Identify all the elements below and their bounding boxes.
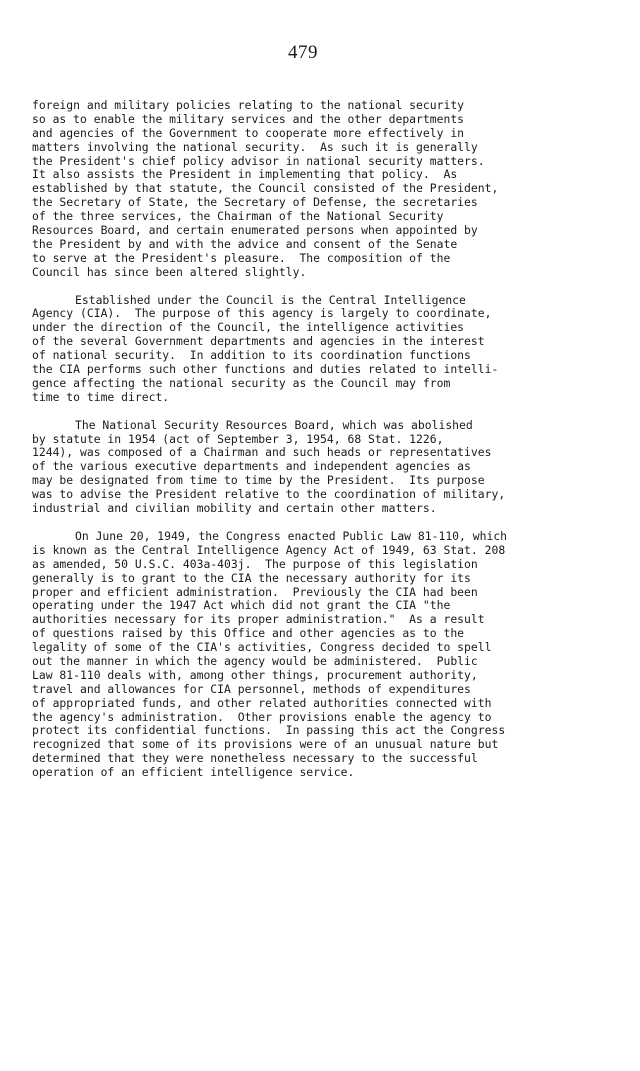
- text-line: Council has since been altered slightly.: [32, 264, 307, 279]
- text-line: gence affecting the national security as the Council may from: [32, 375, 451, 390]
- paragraph-resources-board: [32, 419, 612, 516]
- page-number: 479: [288, 42, 318, 63]
- text-line: The National Security Resources Board, which was abolished: [75, 417, 473, 432]
- text-line: of national security. In addition to its coordination functions: [32, 348, 471, 363]
- paragraph-central-intelligence-agency: [32, 294, 612, 405]
- text-line: the President's chief policy advisor in national security matters.: [32, 153, 485, 168]
- text-line: of the various executive departments and independent agencies as: [32, 459, 471, 474]
- text-line: generally is to grant to the CIA the necessary authority for its: [32, 570, 471, 585]
- text-line: and agencies of the Government to cooperate more effectively in: [32, 125, 465, 140]
- text-line: the CIA performs such other functions and duties related to intelli-: [32, 362, 499, 377]
- text-line: the agency's administration. Other provisions enable the agency to: [32, 709, 492, 724]
- text-line: matters involving the national security. As such it is generally: [32, 139, 478, 154]
- document-body: [32, 99, 612, 794]
- text-line: so as to enable the military services and the other departments: [32, 111, 465, 126]
- text-line: is known as the Central Intelligence Agency Act of 1949, 63 Stat. 208: [32, 542, 506, 557]
- text-line: proper and efficient administration. Previously the CIA had been: [32, 584, 478, 599]
- text-line: Agency (CIA). The purpose of this agency is largely to coordinate,: [32, 306, 492, 321]
- text-line: under the direction of the Council, the intelligence activities: [32, 320, 465, 335]
- text-line: industrial and civilian mobility and certain other matters.: [32, 501, 437, 516]
- text-line: the President by and with the advice and consent of the Senate: [32, 236, 458, 251]
- text-line: Established under the Council is the Central Intelligence: [75, 292, 466, 307]
- text-line: of appropriated funds, and other related authorities connected with: [32, 695, 492, 710]
- text-line: foreign and military policies relating to the national security: [32, 98, 465, 112]
- text-line: of the several Government departments and agencies in the interest: [32, 334, 485, 349]
- text-line: to serve at the President's pleasure. The composition of the: [32, 250, 451, 265]
- text-line: the Secretary of State, the Secretary of Defense, the secretaries: [32, 195, 478, 210]
- text-line: out the manner in which the agency would be administered. Public: [32, 653, 478, 668]
- text-line: time to time direct.: [32, 389, 170, 404]
- text-line: Law 81-110 deals with, among other things, procurement authority,: [32, 667, 478, 682]
- text-line: established by that statute, the Council consisted of the President,: [32, 181, 499, 196]
- text-line: of questions raised by this Office and other agencies as to the: [32, 626, 465, 641]
- paragraph-cia-act-1949: [32, 530, 612, 780]
- text-line: authorities necessary for its proper administration." As a result: [32, 612, 485, 627]
- paragraph-national-security-council: [32, 99, 612, 280]
- text-line: protect its confidential functions. In passing this act the Congress: [32, 723, 506, 738]
- text-line: operating under the 1947 Act which did not grant the CIA "the: [32, 598, 451, 613]
- text-line: determined that they were nonetheless necessary to the successful: [32, 751, 478, 766]
- text-line: travel and allowances for CIA personnel, methods of expenditures: [32, 681, 471, 696]
- text-line: It also assists the President in implementing that policy. As: [32, 167, 458, 182]
- text-line: 1244), was composed of a Chairman and such heads or representatives: [32, 445, 492, 460]
- text-line: as amended, 50 U.S.C. 403a-403j. The purpose of this legislation: [32, 556, 478, 571]
- text-line: may be designated from time to time by the President. Its purpose: [32, 473, 485, 488]
- text-line: operation of an efficient intelligence service.: [32, 765, 355, 780]
- text-line: of the three services, the Chairman of the National Security: [32, 209, 444, 224]
- text-line: recognized that some of its provisions were of an unusual nature but: [32, 737, 499, 752]
- text-line: On June 20, 1949, the Congress enacted Public Law 81-110, which: [75, 528, 508, 543]
- text-line: by statute in 1954 (act of September 3, 1954, 68 Stat. 1226,: [32, 431, 444, 446]
- text-line: legality of some of the CIA's activities, Congress decided to spell: [32, 640, 492, 655]
- text-line: was to advise the President relative to the coordination of military,: [32, 487, 506, 502]
- text-line: Resources Board, and certain enumerated persons when appointed by: [32, 223, 478, 238]
